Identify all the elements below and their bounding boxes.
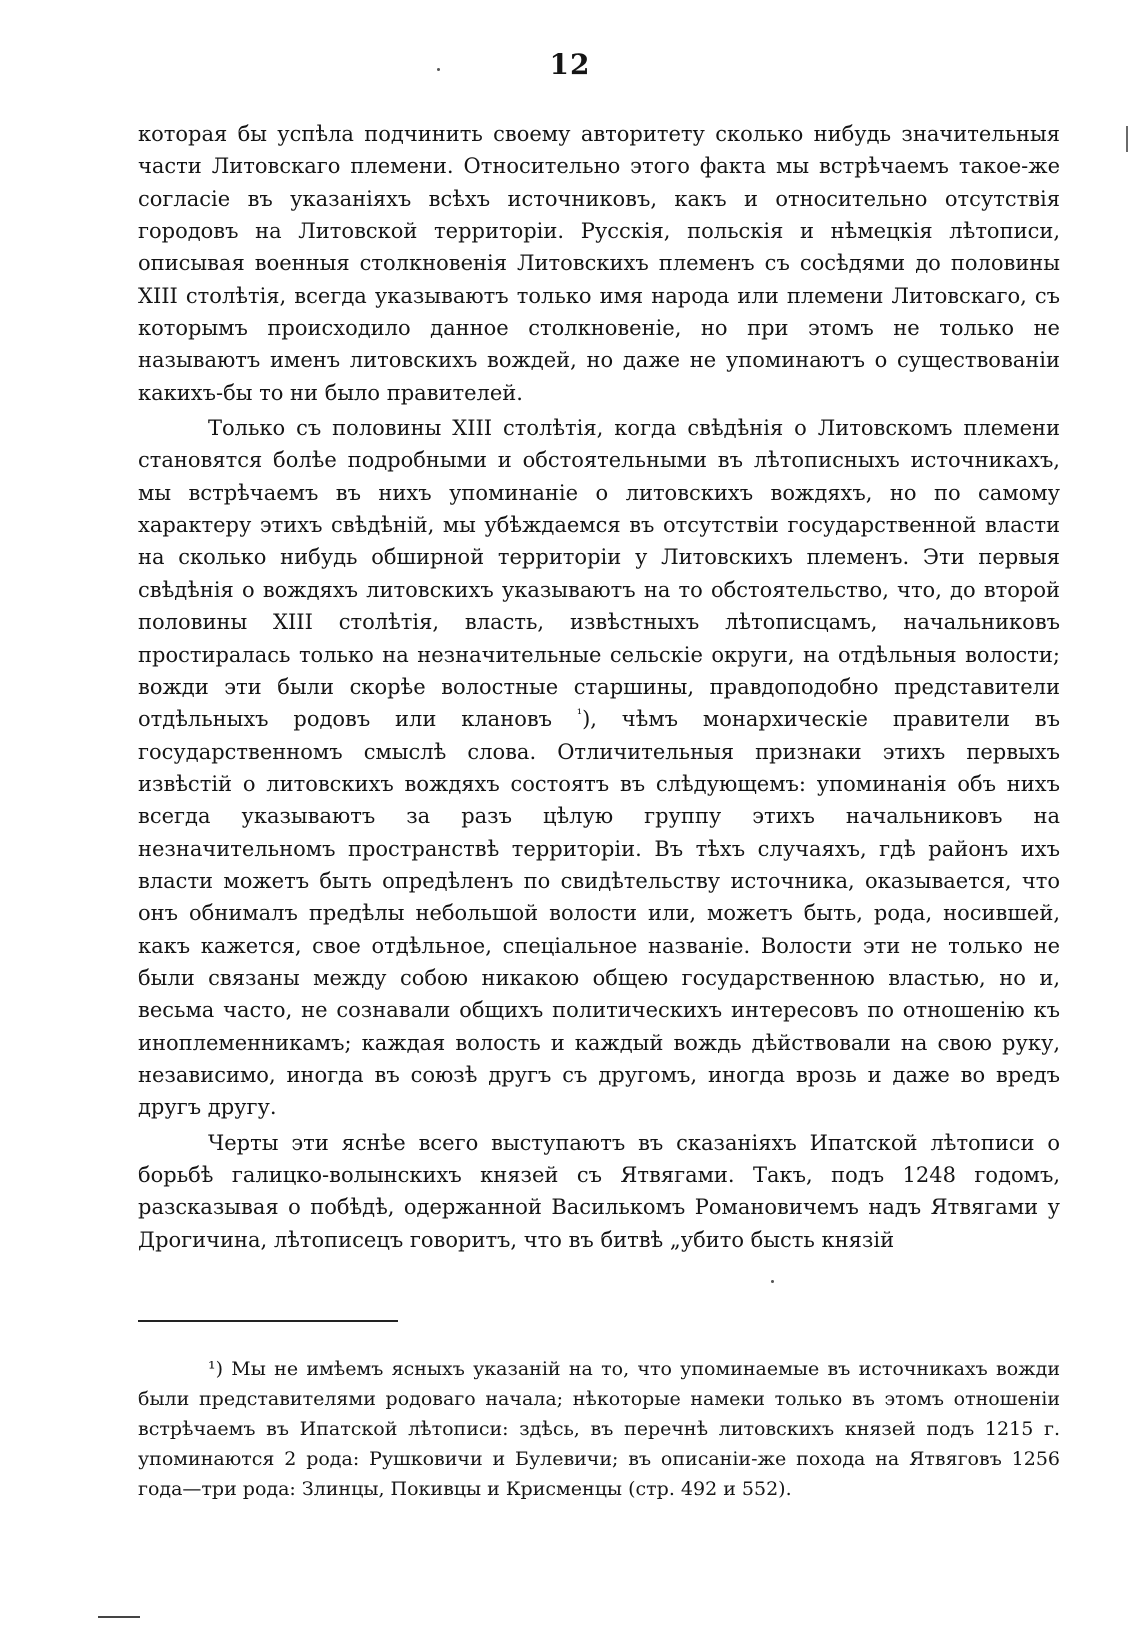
page-number: 12: [549, 48, 591, 81]
footnote-divider: [138, 1320, 398, 1322]
scan-edge-mark: [98, 1616, 140, 1618]
paragraph-3: Черты эти яснѣе всего выступаютъ въ сказаніяхъ Ипатской лѣтописи о борьбѣ галицко-волынскихъ князей съ Ятвягами. Такъ, подъ 1248 годомъ, разсказывая о побѣдѣ, одержанной Василькомъ Романовичемъ надъ Ятвягами у Дрогичина, лѣтописецъ говоритъ, что въ битвѣ „убито бысть князій: [138, 1130, 1060, 1252]
scan-speck: [437, 68, 440, 71]
footnote-marker: ¹): [208, 1358, 224, 1380]
footnote-reference: ¹: [576, 707, 583, 723]
margin-mark: [1126, 126, 1128, 152]
paragraph-2-continuation: ), чѣмъ монархическіе правители въ государственномъ смыслѣ слова. Отличительныя признаки этихъ первыхъ извѣстій о литовскихъ вождяхъ состоятъ въ слѣдующемъ: упоминанія объ нихъ всегда указываютъ за разъ цѣлую группу этихъ начальниковъ на незначительномъ пространствѣ территоріи. Въ тѣхъ случаяхъ, гдѣ районъ ихъ власти можетъ быть опредѣленъ по свидѣтельству источника, оказывается, что онъ обнималъ предѣлы небольшой волости или, можетъ быть, рода, носившей, какъ кажется, свое отдѣльное, спеціальное названіе. Волости эти не только не были связаны между собою никакою общею государственною властью, но и, весьма часто, не сознавали общихъ политическихъ интересовъ по отношенію къ иноплеменникамъ; каждая волость и каждый вождь дѣйствовали на свою руку, независимо, иногда въ союзѣ другъ съ другомъ, иногда врозь и даже во вредъ другъ другу.: [138, 707, 1060, 1120]
main-text: [138, 118, 1060, 1256]
scan-speck: [771, 1280, 774, 1283]
footnote-text: Мы не имѣемъ ясныхъ указаній на то, что упоминаемые въ источникахъ вожди были представителями родоваго начала; нѣкоторые намеки только въ этомъ отношеніи встрѣчаемъ въ Ипатской лѣтописи: здѣсь, въ перечнѣ литовскихъ князей подъ 1215 г. упоминаются 2 рода: Рушковичи и Булевичи; въ описаніи-же похода на Ятвяговъ 1256 года—три рода: Злинцы, Покивцы и Крисменцы (стр. 492 и 552).: [138, 1358, 1060, 1500]
paragraph-1: которая бы успѣла подчинить своему авторитету сколько нибудь значительныя части Литовскаго племени. Относительно этого факта мы встрѣчаемъ такое-же согласіе въ указаніяхъ всѣхъ источниковъ, какъ и относительно отсутствія городовъ на Литовской территоріи. Русскія, польскія и нѣмецкія лѣтописи, описывая военныя столкновенія Литовскихъ племенъ съ сосѣдями до половины XIII столѣтія, всегда указываютъ только имя народа или племени Литовскаго, съ которымъ происходило данное столкновеніе, но при этомъ не только не называютъ именъ литовскихъ вождей, но даже не упоминаютъ о существованіи какихъ-бы то ни было правителей.: [138, 122, 1060, 405]
footnote: [138, 1354, 1060, 1504]
paragraph-2: [138, 412, 1060, 1124]
paragraph-2-text: Только съ половины XIII столѣтія, когда свѣдѣнія о Литовскомъ племени становятся болѣе подробными и обстоятельными въ лѣтописныхъ источникахъ, мы встрѣчаемъ въ нихъ упоминаніе о литовскихъ вождяхъ, но по самому характеру этихъ свѣдѣній, мы убѣждаемся въ отсутствіи государственной власти на сколько нибудь обширной территоріи у Литовскихъ племенъ. Эти первыя свѣдѣнія о вождяхъ литовскихъ указываютъ на то обстоятельство, что, до второй половины XIII столѣтія, власть, извѣстныхъ лѣтописцамъ, начальниковъ простиралась только на незначительные сельскіе округи, на отдѣльныя волости; вожди эти были скорѣе волостные старшины, правдоподобно представители отдѣльныхъ родовъ или клановъ: [138, 416, 1060, 732]
